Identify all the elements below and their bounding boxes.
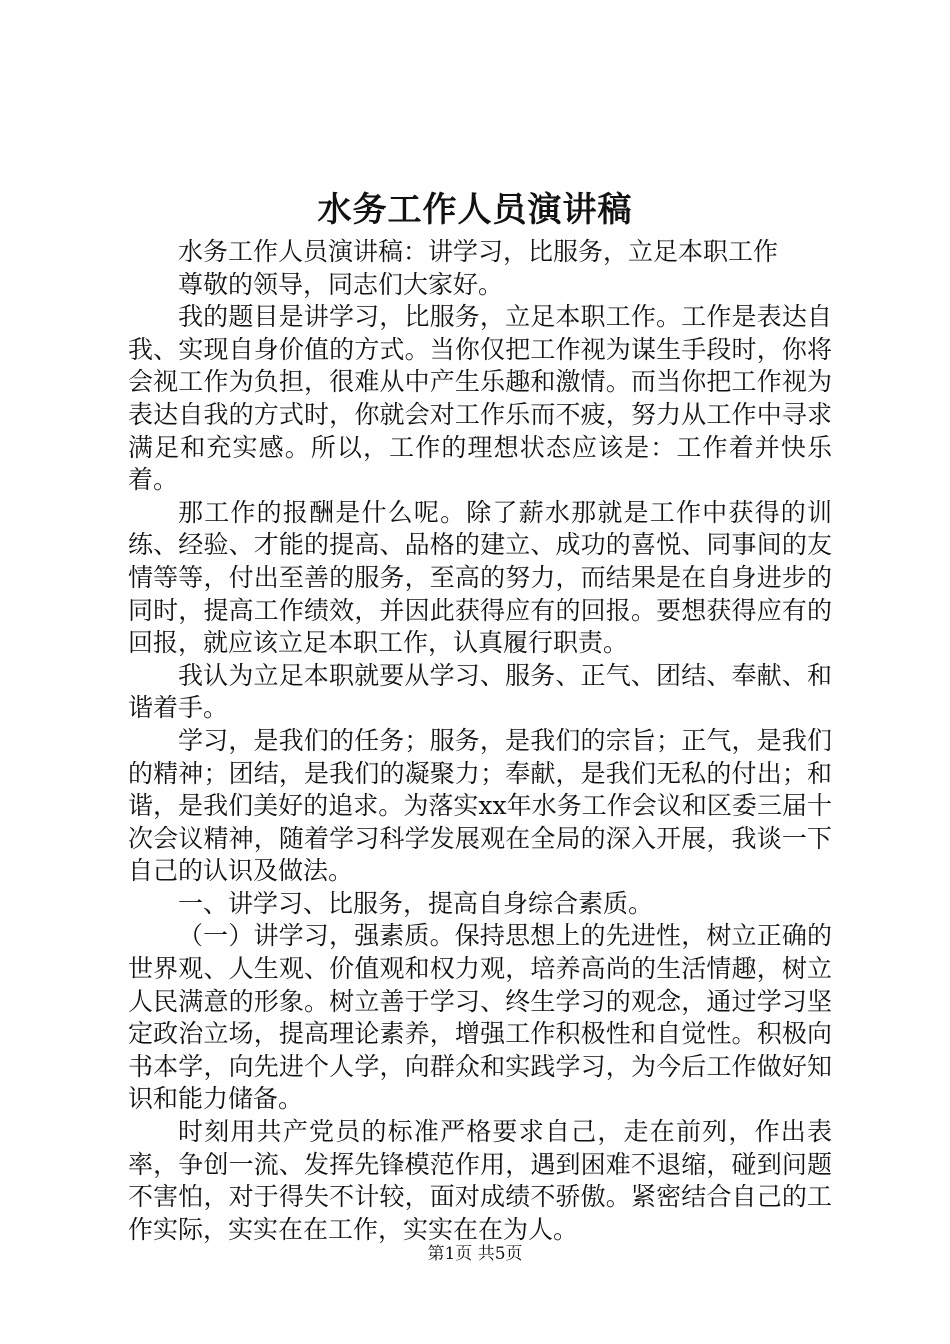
paragraph: 那工作的报酬是什么呢。除了薪水那就是工作中获得的训练、经验、才能的提高、品格的建立、成功的喜悦、同事间的友情等等，付出至善的服务，至高的努力，而结果是在自身进步的同时，提高工作绩效，并因此获得应有的回报。要想获得应有的回报，就应该立足本职工作，认真履行职责。: [128, 497, 832, 658]
paragraph-greeting: 尊敬的领导，同志们大家好。: [178, 269, 504, 299]
paragraph: （一）讲学习，强素质。保持思想上的先进性，树立正确的世界观、人生观、价值观和权力观，培养高尚的生活情趣，树立人民满意的形象。树立善于学习、终生学习的观念，通过学习坚定政治立场，提高理论素养，增强工作积极性和自觉性。积极向书本学，向先进个人学，向群众和实践学习，为今后工作做好知识和能力储备。: [128, 921, 832, 1114]
page-footer: 第1页 共5页: [427, 1244, 523, 1264]
section-heading: 一、讲学习、比服务，提高自身综合素质。: [178, 888, 654, 918]
paragraph-subtitle: 水务工作人员演讲稿：讲学习，比服务，立足本职工作: [178, 237, 779, 266]
paragraph: 学习，是我们的任务；服务，是我们的宗旨；正气，是我们的精神；团结，是我们的凝聚力；奉献，是我们无私的付出；和谐，是我们美好的追求。为落实xx年水务工作会议和区委三届十次会议精神，随着学习科学发展观在全局的深入开展，我谈一下自己的认识及做法。: [128, 725, 832, 886]
paragraph: 我认为立足本职就要从学习、服务、正气、团结、奉献、和谐着手。: [128, 660, 832, 723]
paragraph: 我的题目是讲学习，比服务，立足本职工作。工作是表达自我、实现自身价值的方式。当你仅把工作视为谋生手段时，你将会视工作为负担，很难从中产生乐趣和激情。而当你把工作视为表达自我的方式时，你就会对工作乐而不疲，努力从工作中寻求满足和充实感。所以，工作的理想状态应该是：工作着并快乐着。: [128, 302, 832, 495]
document-body: [128, 236, 832, 1246]
paragraph: 时刻用共产党员的标准严格要求自己，走在前列，作出表率，争创一流、发挥先锋模范作用，遇到困难不退缩，碰到问题不害怕，对于得失不计较，面对成绩不骄傲。紧密结合自己的工作实际，实实在在工作，实实在在为人。: [128, 1117, 832, 1244]
page-title: 水务工作人员演讲稿: [317, 190, 633, 230]
